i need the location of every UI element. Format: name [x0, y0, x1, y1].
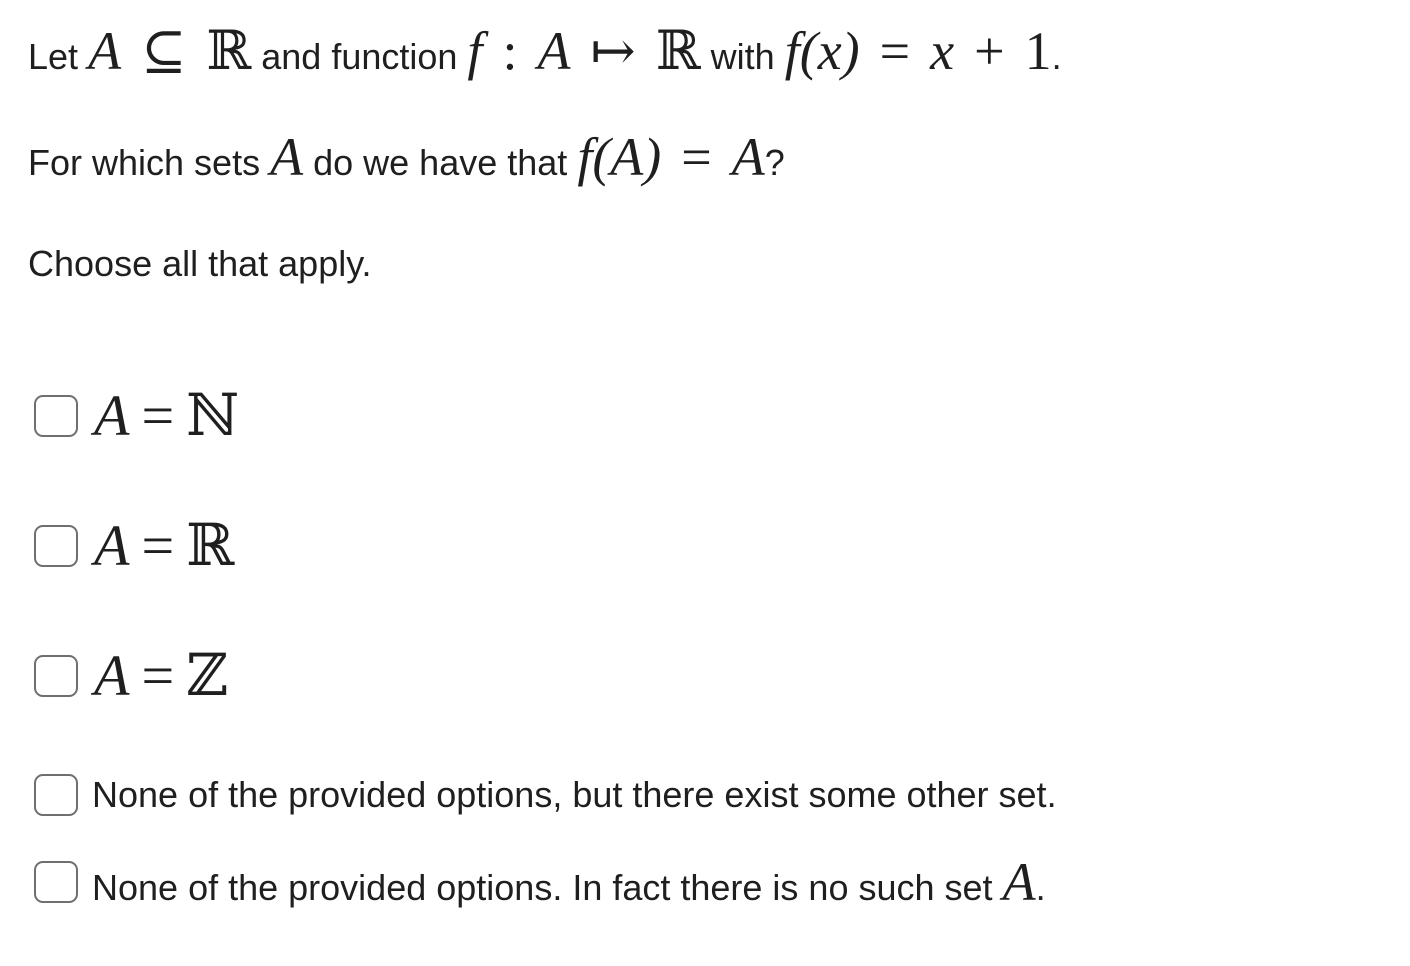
math-f-of-a: f(A) — [577, 127, 662, 187]
option-math: A = ℝ — [94, 511, 235, 579]
math-colon: : — [502, 21, 518, 81]
checkbox[interactable] — [34, 525, 78, 567]
checkbox[interactable] — [34, 655, 78, 697]
math-codomain-reals: ℝ — [655, 19, 701, 82]
option-a-equals-naturals[interactable] — [34, 381, 240, 449]
math-fx: f(x) — [784, 21, 860, 81]
option-none-other-set[interactable] — [34, 774, 1057, 816]
math-set-a: A — [731, 127, 765, 187]
math-domain-a: A — [537, 21, 571, 81]
instruction-text: Choose all that apply. — [28, 243, 372, 284]
question-line-2 — [28, 127, 785, 187]
math-equals: = — [879, 21, 911, 81]
question-line-1 — [28, 19, 1062, 82]
option-label: None of the provided options. In fact there is no such set A. — [92, 852, 1046, 912]
text-period: . — [1051, 36, 1062, 77]
checkbox[interactable] — [34, 395, 78, 437]
option-math: A = ℤ — [94, 641, 229, 709]
math-reals: ℝ — [206, 19, 252, 82]
math-subset: ⊆ — [141, 21, 187, 81]
math-equals: = — [681, 127, 712, 187]
math-set-a: A — [270, 127, 304, 187]
text-for-which-sets: For which sets — [28, 142, 261, 183]
math-x: x — [930, 21, 955, 81]
option-math: A = ℕ — [94, 381, 240, 449]
math-f: f — [467, 21, 483, 81]
text-with: with — [710, 36, 775, 77]
text-do-we-have-that: do we have that — [313, 142, 568, 183]
checkbox[interactable] — [34, 774, 78, 816]
math-plus: + — [974, 21, 1005, 81]
option-none-no-such-set[interactable] — [34, 852, 1046, 912]
text-let: Let — [28, 36, 79, 77]
math-mapsto: ↦ — [590, 21, 636, 81]
option-label: None of the provided options, but there exist some other set. — [92, 774, 1057, 815]
math-one: 1 — [1024, 21, 1052, 81]
option-a-equals-reals[interactable] — [34, 511, 235, 579]
text-question-mark: ? — [764, 142, 785, 183]
option-a-equals-integers[interactable] — [34, 641, 229, 709]
checkbox[interactable] — [34, 861, 78, 903]
math-set-a: A — [88, 21, 122, 81]
text-and-function: and function — [261, 36, 458, 77]
